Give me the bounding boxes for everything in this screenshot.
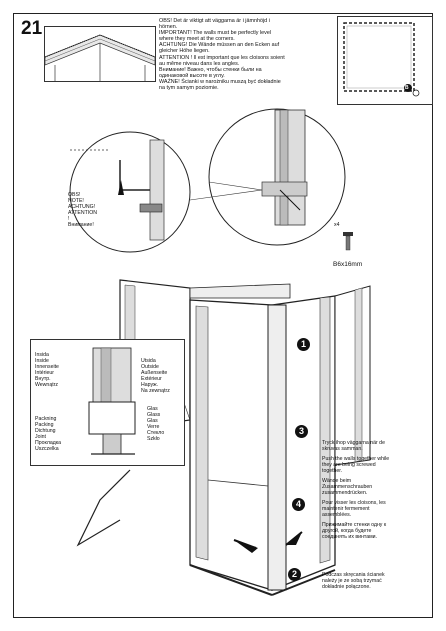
glass-label: Glas Glass Glas Verre Стекло Szkło xyxy=(147,406,165,442)
push-instructions: Tryck ihop väggarna när de skruvas samman. Push the walls together while they are being screwed together. Wände beim Zusammenschrauben zusammendrücken. Pour visser les cloisons, les maintenir fermement assemblées. Прижимайте стенки одну к другой, когда будете соединять их винтами. xyxy=(322,440,390,540)
screw-size: B6x16mm xyxy=(333,261,363,268)
callout-4: 4 xyxy=(292,498,305,511)
outside-label: Utsida Outside Außenseite Extérieur Наруж. Na zewnątrz xyxy=(141,358,170,394)
corner-mark: B xyxy=(405,85,409,91)
callout-3: 3 xyxy=(295,425,308,438)
packing-label: Packning Packing Dichtung Joint Прокладка Uszczelka xyxy=(35,416,62,452)
note-label: OBS! NOTE! ACHTUNG! ATTENTION ! Внимание! xyxy=(68,192,98,228)
callout-2: 2 xyxy=(288,568,301,581)
screw-icon xyxy=(343,232,353,250)
warning-text: OBS! Det är viktigt att väggarna är i jämnhöjd i hörnen. IMPORTANT! The walls must be perfectly level where they meet at the corners. ACHTUNG! Die Wände müssen an den Ecken auf gleicher Höhe liegen. ATTENTION ! Il est important que les cloisons soient au même niveau dans les angles. Внимание! Важно, чтобы стенки были на одинаковой высоте в углу. WAŻNE! Ścianki w narożniku muszą być dokładnie na tym samym poziomie. xyxy=(159,18,285,92)
callout-1: 1 xyxy=(297,338,310,351)
step-number: 21 xyxy=(21,18,43,39)
screw-count: x4 xyxy=(334,222,340,228)
inside-label: Insida Inside Innenseite Intérieur Внутр. Wewnątrz xyxy=(35,352,59,388)
profile-section-inset xyxy=(30,339,185,466)
hold-instructions: Podczas skręcania ścianek należy je ze sobą trzymać dokładnie połączone. xyxy=(322,572,385,590)
